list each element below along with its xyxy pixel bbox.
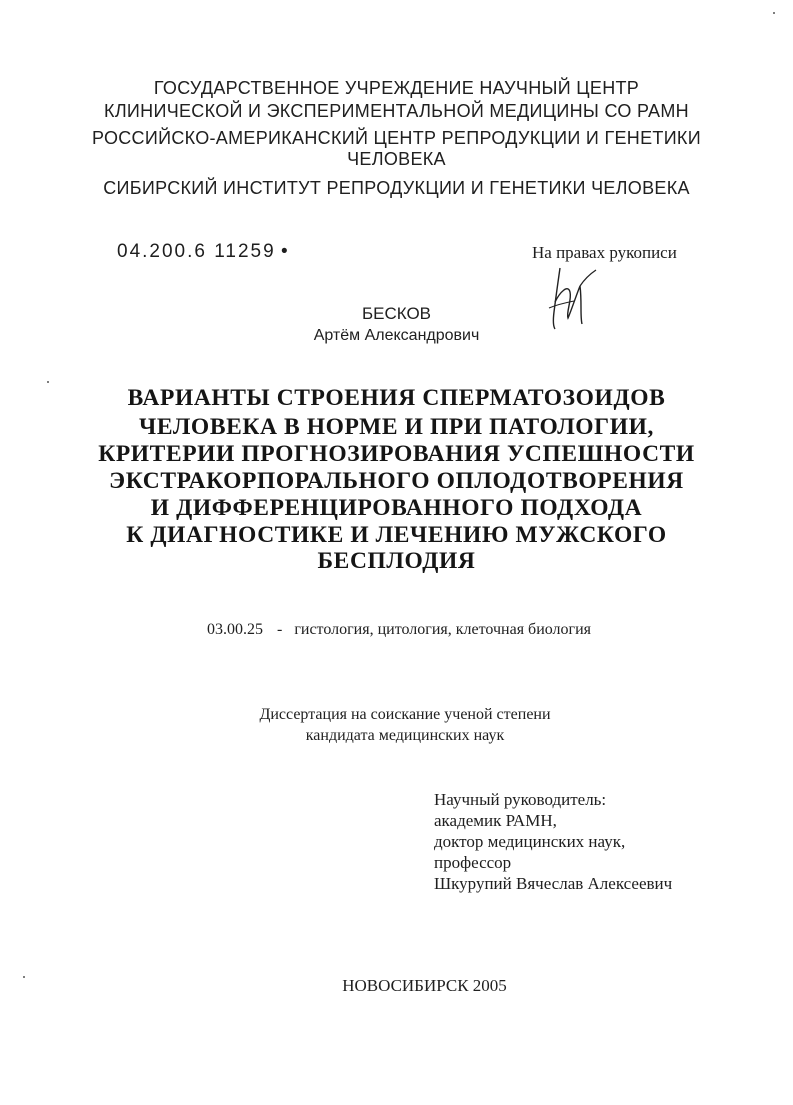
specialty-name: гистология, цитология, клеточная биология (294, 621, 592, 638)
specialty-line (207, 621, 591, 639)
archive-stamp-number: 04.200.6 11259 (117, 241, 276, 262)
institution-line-3: РОССИЙСКО-АМЕРИКАНСКИЙ ЦЕНТР РЕПРОДУКЦИИ И ГЕНЕТИКИ (92, 128, 701, 148)
supervisor-title: профессор (434, 853, 512, 872)
scan-speck (47, 381, 49, 383)
degree-line-1: Диссертация на соискание ученой степени (259, 706, 551, 723)
institution-line-2: КЛИНИЧЕСКОЙ И ЭКСПЕРИМЕНТАЛЬНОЙ МЕДИЦИНЫ СО РАМН (104, 101, 689, 121)
title-line-4: ЭКСТРАКОРПОРАЛЬНОГО ОПЛОДОТВОРЕНИЯ (109, 468, 684, 494)
title-line-2: ЧЕЛОВЕКА В НОРМЕ И ПРИ ПАТОЛОГИИ, (139, 414, 654, 440)
title-line-5: И ДИФФЕРЕНЦИРОВАННОГО ПОДХОДА (150, 495, 643, 521)
specialty-code: 03.00.25 (207, 621, 263, 638)
supervisor-label: Научный руководитель: (434, 790, 607, 809)
institution-line-1: ГОСУДАРСТВЕННОЕ УЧРЕЖДЕНИЕ НАУЧНЫЙ ЦЕНТР (153, 78, 640, 98)
scan-speck (773, 12, 775, 14)
title-line-6: К ДИАГНОСТИКЕ И ЛЕЧЕНИЮ МУЖСКОГО (126, 522, 667, 548)
title-line-3: КРИТЕРИИ ПРОГНОЗИРОВАНИЯ УСПЕШНОСТИ (98, 441, 695, 467)
archive-stamp: 04.200.6 11259 • (117, 241, 288, 262)
specialty-separator: - (277, 621, 283, 638)
degree-line-2: кандидата медицинских наук (305, 727, 505, 744)
institution-line-4: ЧЕЛОВЕКА (347, 149, 446, 169)
rights-note: На правах рукописи (532, 243, 677, 262)
author-name: Артём Александрович (313, 327, 480, 344)
scan-speck (23, 976, 25, 978)
supervisor-rank: академик РАМН, (434, 811, 557, 830)
institution-line-5: СИБИРСКИЙ ИНСТИТУТ РЕПРОДУКЦИИ И ГЕНЕТИКИ ЧЕЛОВЕКА (103, 178, 690, 198)
title-line-1: ВАРИАНТЫ СТРОЕНИЯ СПЕРМАТОЗОИДОВ (127, 385, 666, 411)
title-line-7: БЕСПЛОДИЯ (317, 548, 476, 574)
author-surname: БЕСКОВ (361, 304, 432, 323)
city-year: НОВОСИБИРСК 2005 (342, 976, 507, 995)
supervisor-degree: доктор медицинских наук, (434, 832, 626, 851)
supervisor-name: Шкурупий Вячеслав Алексеевич (434, 874, 673, 893)
